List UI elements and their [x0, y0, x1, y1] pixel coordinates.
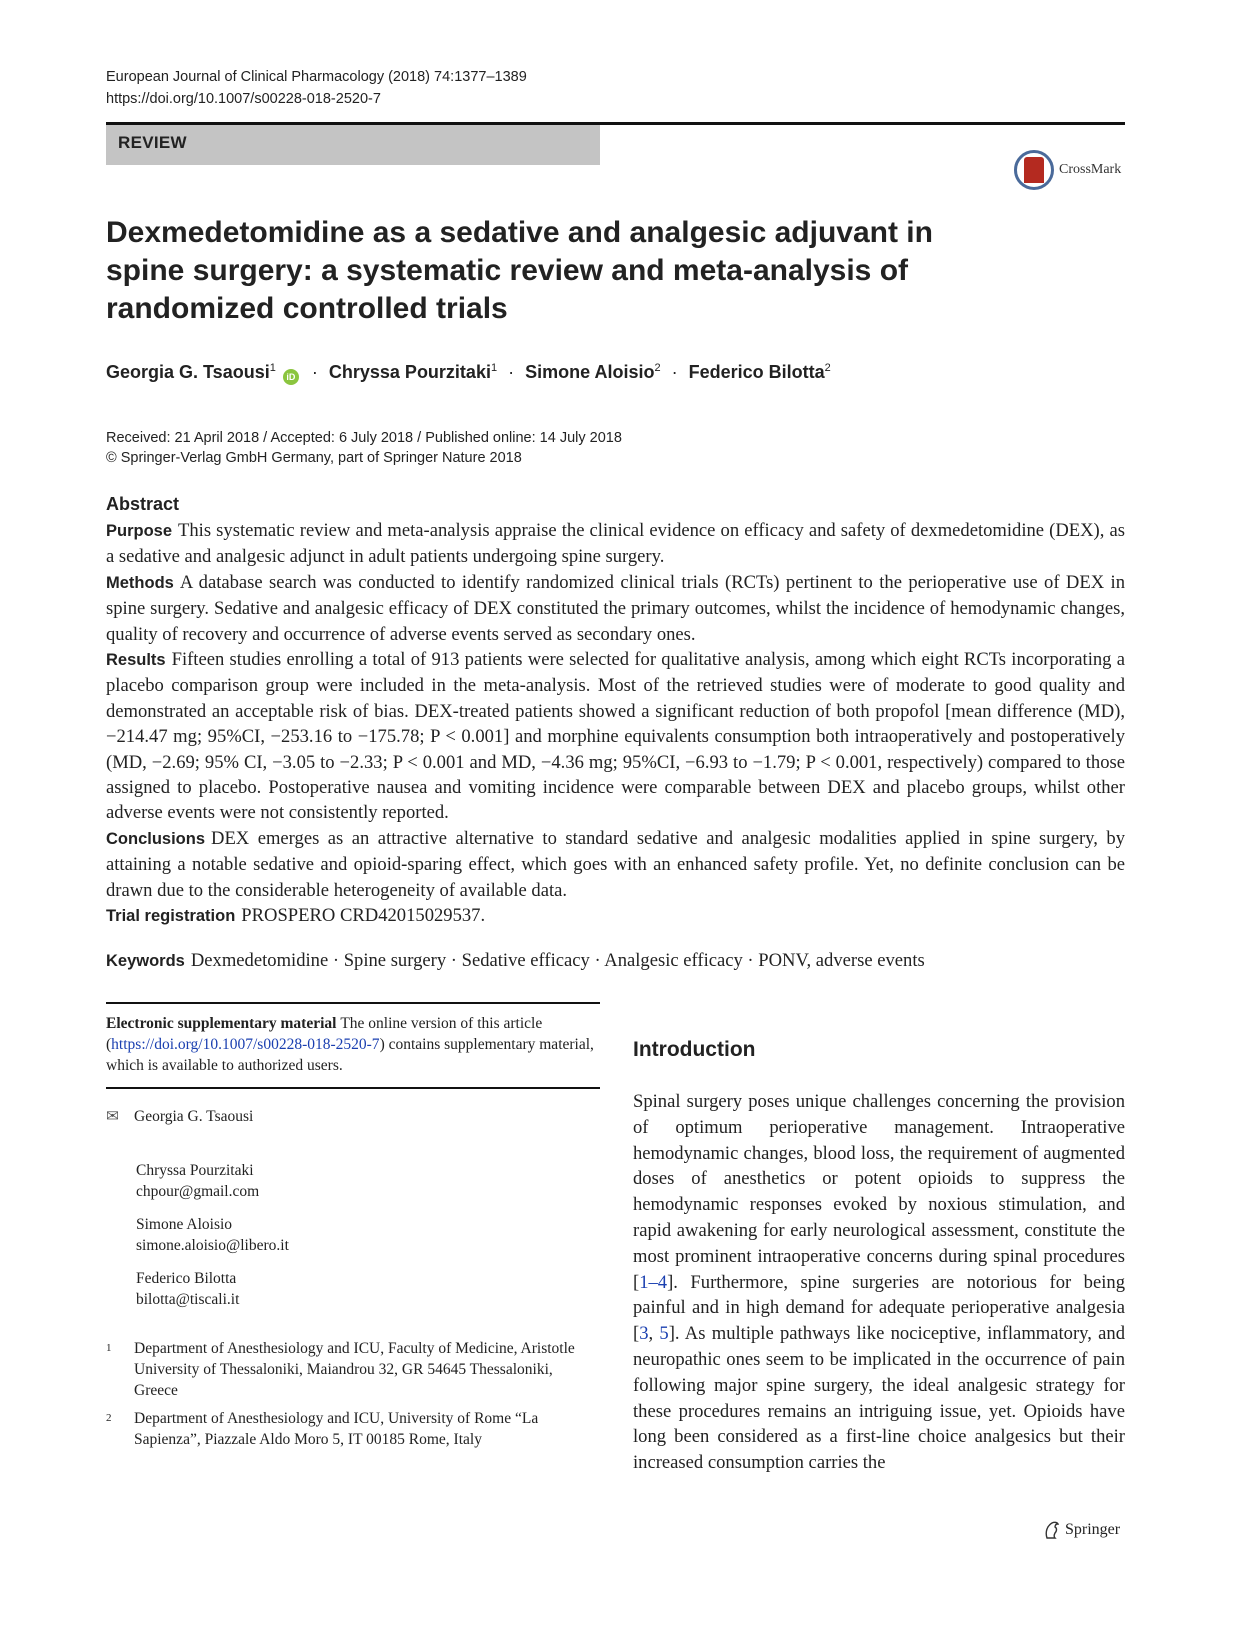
affiliation — [106, 1408, 600, 1450]
citation-separator: , — [648, 1323, 660, 1345]
author-separator: · — [508, 362, 515, 382]
abstract-section — [106, 826, 1125, 903]
author-name: Simone Aloisio — [525, 362, 655, 382]
article-title: Dexmedetomidine as a sedative and analgesic adjuvant in spine surgery: a systematic review and meta-analysis of randomized controlled trials — [106, 216, 933, 325]
affiliation-text: Department of Anesthesiology and ICU, University of Rome “La Sapienza”, Piazzale Aldo Moro 5, IT 00185 Rome, Italy — [134, 1410, 539, 1448]
crossmark-icon — [1014, 150, 1054, 190]
crossmark-label: CrossMark — [1059, 162, 1122, 177]
contact-email[interactable]: chpour@gmail.com — [136, 1183, 260, 1200]
keywords-text: Dexmedetomidine · Spine surgery · Sedative efficacy · Analgesic efficacy · PONV, adverse events — [190, 950, 925, 971]
author-separator: · — [671, 362, 678, 382]
corresponding-author — [106, 1106, 600, 1127]
abstract-text: DEX emerges as an attractive alternative to standard sedative and analgesic modalities applied in spine surgery, by attaining a notable sedative and opioid-sparing effect, which goes with an enhanced safety profile. Yet, no definite conclusion can be drawn due to the considerable heterogeneity of available data. — [106, 827, 1125, 901]
suppl-label: Electronic supplementary material — [106, 1015, 337, 1032]
suppl-text: ) contains supplementary material, which is available to authorized users. — [106, 1036, 594, 1074]
suppl-link[interactable]: https://doi.org/10.1007/s00228-018-2520-7 — [111, 1036, 380, 1053]
abstract-label: Conclusions — [106, 829, 206, 848]
author-contact — [136, 1214, 289, 1256]
abstract-label: Purpose — [106, 522, 173, 540]
footnote-rule — [106, 1002, 600, 1004]
envelope-icon: ✉ — [106, 1108, 119, 1125]
affiliation-number: 1 — [106, 1342, 112, 1354]
intro-text: ]. As multiple pathways like nociceptive, inflammatory, and neuropathic ones seem to be implicated in the occurrence of pain following major spine surgery, the ideal analgesic strategy for these procedures remains an intriguing issue, yet. Opioids have long been considered as a first-line choice analgesics but their increased consumption carries the — [633, 1323, 1125, 1474]
journal-citation — [106, 66, 527, 110]
author-contact — [136, 1160, 259, 1202]
citation-link[interactable]: 3 — [639, 1323, 649, 1345]
abstract-text: This systematic review and meta-analysis appraise the clinical evidence on efficacy and safety of dexmedetomidine (DEX), as a sedative and analgesic adjunct in adult patients undergoing spine surgery. — [106, 520, 1125, 568]
contact-email[interactable]: simone.aloisio@libero.it — [136, 1237, 289, 1254]
publication-dates — [106, 428, 622, 468]
affiliation-text: Department of Anesthesiology and ICU, Faculty of Medicine, Aristotle University of Thessaloniki, Maiandrou 32, GR 54645 Thessaloniki, Greece — [134, 1340, 575, 1399]
abstract-label: Methods — [106, 573, 174, 592]
abstract-section — [106, 518, 1125, 570]
affiliation — [106, 1338, 600, 1401]
keywords — [106, 950, 1125, 972]
intro-text: Spinal surgery poses unique challenges concerning the provision of optimum perioperative management. Intraoperative hemodynamic changes, blood loss, the requirement of augmented doses of anesthetics or potent opioids to suppress the hemodynamic responses evoked by noxious stimulation, and rapid awakening for early neurological assessment, constitute the most prominent intraoperative concerns during spinal procedures [ — [633, 1091, 1125, 1293]
author-affiliation: 2 — [824, 362, 831, 374]
abstract-text: A database search was conducted to identify randomized clinical trials (RCTs) pertinent to the perioperative use of DEX in spine surgery. Sedative and analgesic efficacy of DEX constituted the primary outcomes, whilst the incidence of hemodynamic changes, quality of recovery and occurrence of adverse events served as secondary ones. — [106, 571, 1125, 645]
author-affiliation: 1 — [269, 362, 276, 374]
author-list — [106, 362, 831, 385]
author-name: Federico Bilotta — [688, 362, 825, 382]
doi-link[interactable]: https://doi.org/10.1007/s00228-018-2520-7 — [106, 91, 381, 107]
journal-line: European Journal of Clinical Pharmacology (2018) 74:1377–1389 — [106, 69, 527, 85]
contact-name: Federico Bilotta — [136, 1270, 237, 1287]
abstract-label: Results — [106, 651, 166, 670]
copyright-line: © Springer-Verlag GmbH Germany, part of Springer Nature 2018 — [106, 450, 522, 466]
abstract-text: Fifteen studies enrolling a total of 913 patients were selected for qualitative analysis, among which eight RCTs incorporating a placebo comparison group were included in the meta-analysis. Most of the retrieved studies were of moderate to good quality and demonstrated an acceptable risk of bias. DEX-treated patients showed a significant reduction of both propofol [mean difference (MD), −214.47 mg; 95%CI, −253.16 to −175.78; P < 0.001] and morphine equivalents consumption both intraoperatively and postoperatively (MD, −2.69; 95% CI, −3.05 to −2.33; P < 0.001 and MD, −4.36 mg; 95%CI, −6.93 to −1.79; P < 0.001, respectively) compared to those assigned to placebo. Postoperative nausea and vomiting incidence were comparable between DEX and placebo groups, whilst other adverse events were not consistently reported. — [106, 649, 1125, 824]
contact-name: Chryssa Pourzitaki — [136, 1162, 254, 1179]
suppl-text: The online version of this article ( — [106, 1015, 543, 1053]
section-label: REVIEW — [118, 133, 187, 152]
introduction-body — [633, 1089, 1125, 1476]
intro-text: ]. Furthermore, spine surgeries are notorious for being painful and in high demand for adequate perioperative analgesia [ — [633, 1271, 1125, 1345]
supplementary-note — [106, 1013, 600, 1076]
author-name: Chryssa Pourzitaki — [328, 362, 491, 382]
abstract-label: Trial registration — [106, 907, 236, 926]
publisher-name: Springer — [1065, 1521, 1121, 1538]
author-affiliation: 1 — [490, 362, 498, 374]
abstract-text: PROSPERO CRD42015029537. — [241, 905, 486, 927]
author-contact — [136, 1268, 239, 1310]
introduction-heading: Introduction — [633, 1038, 756, 1061]
corresponding-name: Georgia G. Tsaousi — [134, 1108, 254, 1125]
affiliation-number: 2 — [106, 1412, 112, 1424]
abstract-section — [106, 570, 1125, 647]
dates-line: Received: 21 April 2018 / Accepted: 6 July 2018 / Published online: 14 July 2018 — [106, 430, 622, 446]
crossmark-badge[interactable] — [1014, 150, 1121, 190]
footnote-rule — [106, 1087, 600, 1089]
author-name: Georgia G. Tsaousi — [106, 362, 270, 382]
orcid-icon[interactable]: iD — [283, 369, 299, 385]
author-affiliation: 2 — [654, 362, 661, 374]
keywords-label: Keywords — [106, 952, 185, 970]
abstract-section — [106, 903, 1125, 929]
contact-email[interactable]: bilotta@tiscali.it — [136, 1291, 240, 1308]
contact-name: Simone Aloisio — [136, 1216, 233, 1233]
abstract-section — [106, 647, 1125, 826]
citation-link[interactable]: 1–4 — [639, 1271, 668, 1293]
abstract-body — [106, 518, 1125, 930]
citation-link[interactable]: 5 — [659, 1323, 669, 1345]
author-separator: · — [311, 362, 318, 382]
publisher-logo — [1043, 1520, 1120, 1540]
springer-horse-icon — [1043, 1520, 1061, 1540]
abstract-heading: Abstract — [106, 494, 180, 514]
